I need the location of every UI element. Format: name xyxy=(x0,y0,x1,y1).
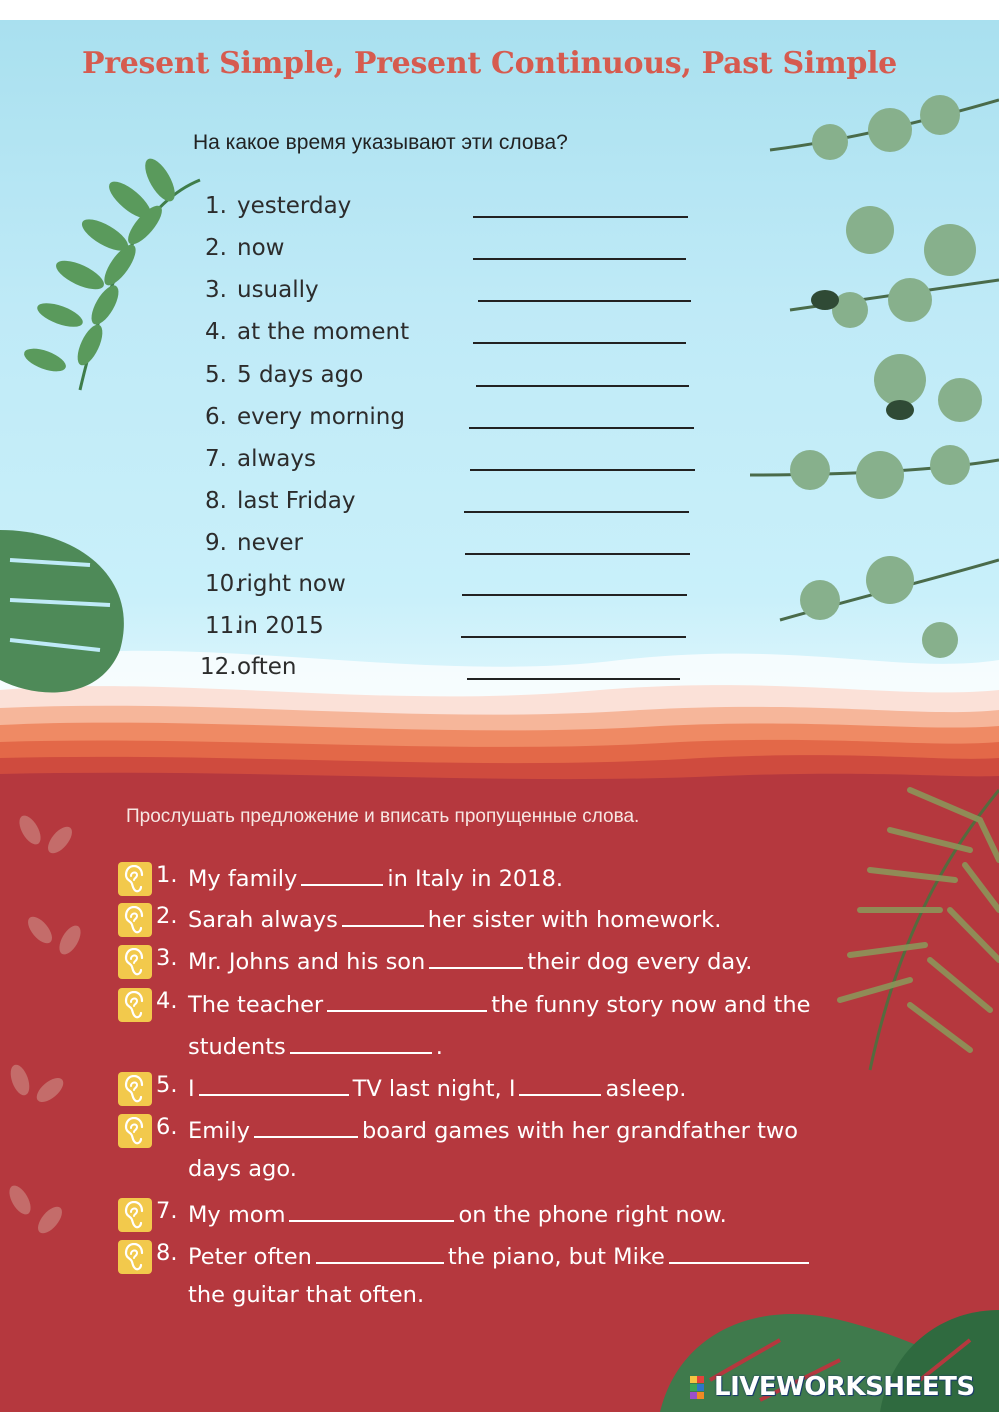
sentence-number: 5. xyxy=(156,1072,178,1098)
sentence-text: The teacher xyxy=(188,992,324,1018)
answer-blank[interactable] xyxy=(199,1072,349,1096)
sentence-number: 2. xyxy=(156,903,178,929)
sentence-text: the guitar that often. xyxy=(188,1282,425,1308)
page-title: Present Simple, Present Continuous, Past Simple xyxy=(82,46,897,81)
item-text: yesterday xyxy=(237,193,352,219)
item-number: 12. xyxy=(200,654,237,680)
item-text: usually xyxy=(237,277,319,303)
item-text: 5 days ago xyxy=(237,362,364,388)
sentence-text: their dog every day. xyxy=(527,949,753,975)
item-text: in 2015 xyxy=(237,613,324,639)
ear-icon[interactable] xyxy=(118,945,152,979)
sentence-text: Mr. Johns and his son xyxy=(188,949,426,975)
list-item xyxy=(205,446,316,476)
leaf-icon xyxy=(730,80,999,660)
item-number: 11. xyxy=(205,613,242,639)
item-number: 6. xyxy=(205,404,227,430)
section1-question: На какое время указывают эти слова? xyxy=(193,131,568,154)
list-item xyxy=(205,362,363,392)
answer-blank[interactable] xyxy=(470,469,695,471)
sentence-text: the piano, but Mike xyxy=(447,1244,665,1270)
liveworksheets-mark-icon xyxy=(690,1376,712,1400)
sentence-text: . xyxy=(435,1034,443,1060)
item-text: at the moment xyxy=(237,319,410,345)
sentence-text: on the phone right now. xyxy=(458,1202,727,1228)
answer-blank[interactable] xyxy=(327,988,487,1012)
answer-blank[interactable] xyxy=(473,258,686,260)
item-text: now xyxy=(237,235,285,261)
answer-blank[interactable] xyxy=(473,342,686,344)
sentence-text: My mom xyxy=(188,1202,286,1228)
item-text: often xyxy=(237,654,297,680)
sentence-text: her sister with homework. xyxy=(427,907,722,933)
answer-blank[interactable] xyxy=(478,300,691,302)
leaf-icon xyxy=(800,770,999,1090)
leaf-icon xyxy=(0,800,100,1360)
answer-blank[interactable] xyxy=(289,1198,454,1222)
sentence-number: 4. xyxy=(156,988,178,1014)
sentence-number: 1. xyxy=(156,862,178,888)
sentence-text: TV last night, I xyxy=(352,1076,516,1102)
answer-blank[interactable] xyxy=(464,511,689,513)
answer-blank[interactable] xyxy=(465,553,690,555)
answer-blank[interactable] xyxy=(461,636,686,638)
sentence-text: board games with her grandfather two xyxy=(361,1118,799,1144)
item-number: 8. xyxy=(205,488,227,514)
sentence-text: I xyxy=(188,1076,195,1102)
answer-blank[interactable] xyxy=(301,862,383,886)
answer-blank[interactable] xyxy=(519,1072,601,1096)
answer-blank[interactable] xyxy=(316,1240,444,1264)
item-text: right now xyxy=(237,571,346,597)
sentence-number: 8. xyxy=(156,1240,178,1266)
list-item xyxy=(205,571,346,601)
item-text: always xyxy=(237,446,316,472)
item-text: every morning xyxy=(237,404,405,430)
sentence-number: 6. xyxy=(156,1114,178,1140)
ear-icon[interactable] xyxy=(118,1198,152,1232)
answer-blank[interactable] xyxy=(476,385,689,387)
answer-blank[interactable] xyxy=(469,427,694,429)
sentence-text: students xyxy=(188,1034,286,1060)
sentence-text: Peter often xyxy=(188,1244,312,1270)
ear-icon[interactable] xyxy=(118,988,152,1022)
item-number: 9. xyxy=(205,530,227,556)
list-item xyxy=(205,613,324,643)
list-item xyxy=(205,277,319,307)
ear-icon[interactable] xyxy=(118,1114,152,1148)
answer-blank[interactable] xyxy=(429,945,523,969)
ear-icon[interactable] xyxy=(118,903,152,937)
ear-icon[interactable] xyxy=(118,1240,152,1274)
sentence-text: in Italy in 2018. xyxy=(387,866,564,892)
ear-icon[interactable] xyxy=(118,862,152,896)
sentence-text: My family xyxy=(188,866,298,892)
leaf-icon xyxy=(0,520,140,700)
leaf-icon xyxy=(0,140,210,400)
watermark-text: LIVEWORKSHEETS xyxy=(714,1372,975,1402)
answer-blank[interactable] xyxy=(254,1114,358,1138)
list-item xyxy=(205,319,409,349)
section2-instruction: Прослушать предложение и вписать пропущенные слова. xyxy=(126,806,640,827)
answer-blank[interactable] xyxy=(342,903,424,927)
list-item xyxy=(205,530,303,560)
list-item xyxy=(205,404,405,434)
sentence-text: days ago. xyxy=(188,1156,297,1182)
item-number: 1. xyxy=(205,193,227,219)
sentence-text: asleep. xyxy=(605,1076,687,1102)
list-item xyxy=(200,654,297,684)
item-number: 5. xyxy=(205,362,227,388)
sentence-number: 7. xyxy=(156,1198,178,1224)
sentence-text: the funny story now and the xyxy=(491,992,811,1018)
item-number: 4. xyxy=(205,319,227,345)
sentence-text: Sarah always xyxy=(188,907,338,933)
answer-blank[interactable] xyxy=(290,1030,432,1054)
sentence-number: 3. xyxy=(156,945,178,971)
list-item xyxy=(205,193,351,223)
item-text: never xyxy=(237,530,303,556)
item-number: 3. xyxy=(205,277,227,303)
sentence-text: Emily xyxy=(188,1118,250,1144)
list-item xyxy=(205,488,356,518)
answer-blank[interactable] xyxy=(462,594,687,596)
answer-blank[interactable] xyxy=(669,1240,809,1264)
item-number: 7. xyxy=(205,446,227,472)
item-number: 2. xyxy=(205,235,227,261)
top-strip xyxy=(0,0,999,21)
answer-blank[interactable] xyxy=(473,216,688,218)
item-number: 10. xyxy=(205,571,242,597)
item-text: last Friday xyxy=(237,488,356,514)
ear-icon[interactable] xyxy=(118,1072,152,1106)
list-item xyxy=(205,235,284,265)
answer-blank[interactable] xyxy=(467,678,680,680)
